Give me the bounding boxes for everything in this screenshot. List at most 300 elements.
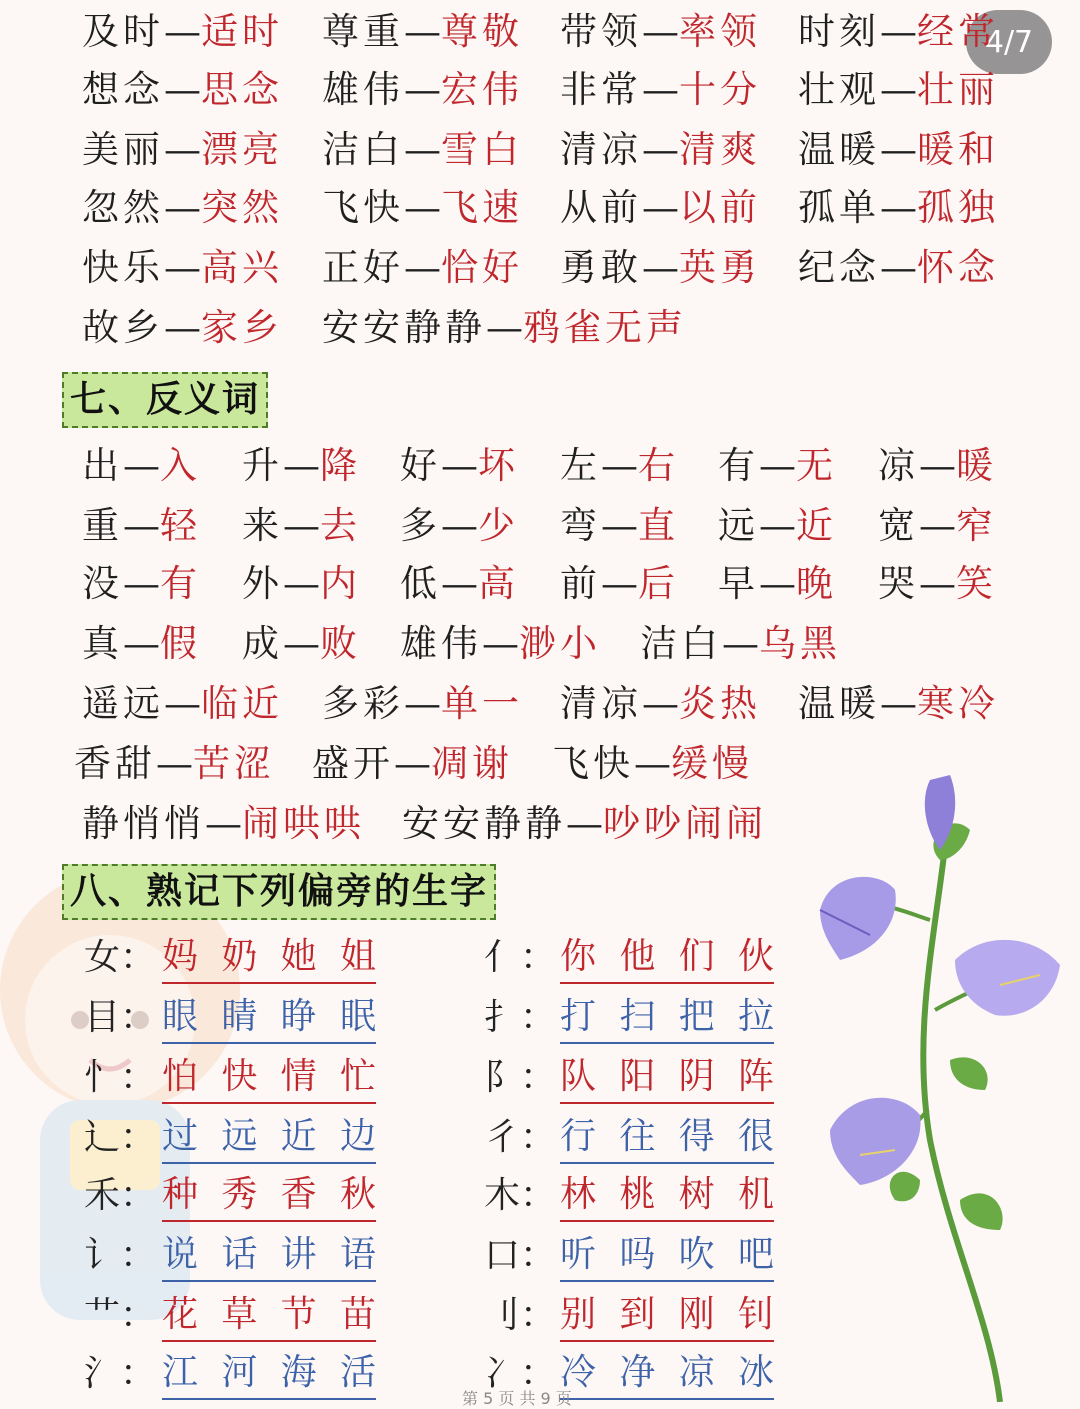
antonym-row [0,676,1080,732]
radical-right: 刂： [484,1295,557,1336]
antonym-answer: 内 [320,562,361,605]
synonym-pair [322,4,523,60]
antonym-pair [640,616,841,672]
radical-char: 眼 [162,996,199,1037]
antonym-word: 多 [400,504,441,547]
radical-right: 扌： [484,997,557,1038]
synonym-dash: — [880,10,917,53]
antonym-word: 早 [718,562,759,605]
radical-char: 净 [619,1352,656,1393]
radical-chars-left [162,1108,376,1164]
antonym-dash: — [601,444,638,487]
radical-chars-left [162,1166,376,1222]
antonym-answer: 后 [638,562,679,605]
radical-char: 他 [619,936,656,977]
radical-char: 语 [339,1234,376,1275]
radical-right: 彳： [484,1117,557,1158]
antonym-pair [242,438,361,494]
page-footer: 第 5 页 共 9 页 [462,1389,572,1408]
radical-char: 姐 [339,936,376,977]
synonym-word: 温暖 [798,128,880,171]
radical-char: 很 [737,1116,774,1157]
antonym-answer: 吵吵闹闹 [603,802,767,845]
antonym-row [0,556,1080,612]
synonym-answer: 宏伟 [441,68,523,111]
antonym-word: 真 [82,622,123,665]
radical-char: 妈 [162,936,199,977]
antonym-answer: 无 [796,444,837,487]
radical-char: 边 [339,1116,376,1157]
antonym-dash: — [156,742,193,785]
antonym-answer: 降 [320,444,361,487]
radical-char: 种 [162,1174,199,1215]
antonym-pair [400,438,519,494]
synonym-dash: — [642,68,679,111]
synonym-answer: 适时 [201,10,283,53]
radical-left: 禾： [84,1175,157,1216]
radical-char: 秀 [221,1174,258,1215]
synonym-dash: — [164,10,201,53]
synonym-word: 非常 [560,68,642,111]
antonym-pair [82,796,365,852]
synonym-answer: 孤独 [917,186,999,229]
radical-char: 把 [678,996,715,1037]
antonym-answer: 去 [320,504,361,547]
synonym-row [0,62,1080,118]
radical-right: 阝： [484,1057,557,1098]
radical-char: 江 [162,1352,199,1393]
radical-char: 钊 [737,1294,774,1335]
synonym-word: 洁白 [322,128,404,171]
synonym-pair [798,62,999,118]
radical-char: 香 [280,1174,317,1215]
synonym-pair [82,4,283,60]
synonym-pair [560,240,761,296]
synonym-word: 孤单 [798,186,880,229]
radical-char: 别 [560,1294,597,1335]
radical-char: 拉 [737,996,774,1037]
synonym-word: 清凉 [560,128,642,171]
synonym-row [0,180,1080,236]
radical-right: 口： [484,1235,557,1276]
synonym-dash: — [164,186,201,229]
antonym-answer: 临近 [201,682,283,725]
synonym-word: 飞快 [322,186,404,229]
antonym-answer: 笑 [956,562,997,605]
antonym-dash: — [441,444,478,487]
antonym-answer: 少 [478,504,519,547]
radical-left: 女： [84,937,157,978]
antonym-answer: 闹哄哄 [242,802,365,845]
antonym-pair [552,736,753,792]
radical-char: 凉 [678,1352,715,1393]
radical-char: 话 [221,1234,258,1275]
synonym-pair [798,240,999,296]
antonym-row [0,498,1080,554]
radical-char: 到 [619,1294,656,1335]
antonym-dash: — [759,444,796,487]
antonym-word: 静悄悄 [82,802,205,845]
radical-char: 冰 [737,1352,774,1393]
antonym-row [0,736,1080,792]
antonym-word: 有 [718,444,759,487]
radical-chars-left [162,1286,376,1342]
radical-char: 草 [221,1294,258,1335]
antonym-dash: — [482,622,519,665]
antonym-dash: — [394,742,431,785]
radical-left: 氵： [84,1353,157,1394]
antonym-answer: 缓慢 [671,742,753,785]
radical-char: 桃 [619,1174,656,1215]
radical-char: 听 [560,1234,597,1275]
synonym-word: 壮观 [798,68,880,111]
antonym-word: 升 [242,444,283,487]
radical-char: 吗 [619,1234,656,1275]
radical-char: 树 [678,1174,715,1215]
antonym-word: 洁白 [640,622,722,665]
antonym-pair [798,676,999,732]
antonym-word: 来 [242,504,283,547]
antonym-word: 飞快 [552,742,634,785]
synonym-answer: 突然 [201,186,283,229]
radical-char: 忙 [339,1056,376,1097]
antonym-answer: 败 [320,622,361,665]
antonym-pair [560,438,679,494]
synonym-pair [798,180,999,236]
synonym-word: 带领 [560,10,642,53]
antonym-dash: — [759,562,796,605]
antonym-answer: 炎热 [679,682,761,725]
radical-chars-right [560,1344,774,1400]
synonym-pair [322,180,523,236]
antonym-pair [400,616,601,672]
antonym-answer: 入 [160,444,201,487]
synonym-answer: 经常 [917,10,999,53]
synonym-answer: 十分 [679,68,761,111]
radical-left: 忄： [84,1057,157,1098]
synonym-pair [82,240,283,296]
synonym-word: 忽然 [82,186,164,229]
synonym-word: 想念 [82,68,164,111]
antonym-word: 多彩 [322,682,404,725]
antonym-word: 好 [400,444,441,487]
antonym-word: 清凉 [560,682,642,725]
antonym-answer: 假 [160,622,201,665]
synonym-pair [560,122,761,178]
radical-char: 吧 [737,1234,774,1275]
synonym-pair [798,4,999,60]
synonym-answer: 清爽 [679,128,761,171]
radical-chars-right [560,988,774,1044]
radical-row [0,1048,1080,1108]
antonym-pair [82,616,201,672]
radical-row [0,1166,1080,1226]
synonym-word: 从前 [560,186,642,229]
radical-char: 情 [280,1056,317,1097]
antonym-answer: 单一 [441,682,523,725]
antonym-dash: — [722,622,759,665]
antonym-answer: 近 [796,504,837,547]
synonym-dash: — [404,246,441,289]
synonym-answer: 壮丽 [917,68,999,111]
radical-chars-left [162,1048,376,1104]
radical-chars-right [560,1108,774,1164]
radical-char: 她 [280,936,317,977]
radical-char: 过 [162,1116,199,1157]
synonym-word: 故乡 [82,306,164,349]
antonym-pair [718,556,837,612]
synonym-dash: — [642,10,679,53]
radical-char: 活 [339,1352,376,1393]
radical-char: 得 [678,1116,715,1157]
antonym-pair [82,556,201,612]
synonym-dash: — [486,306,523,349]
synonym-dash: — [642,246,679,289]
antonym-pair [718,498,837,554]
radical-char: 刚 [678,1294,715,1335]
radical-char: 花 [162,1294,199,1335]
antonym-row [0,616,1080,672]
radical-chars-right [560,928,774,984]
radical-char: 眠 [339,996,376,1037]
synonym-word: 尊重 [322,10,404,53]
radical-char: 苗 [339,1294,376,1335]
synonym-pair [322,240,523,296]
synonym-answer: 家乡 [201,306,283,349]
radical-right: 木： [484,1175,557,1216]
antonym-answer: 渺小 [519,622,601,665]
radical-row [0,1108,1080,1168]
radical-char: 近 [280,1116,317,1157]
antonym-word: 安安静静 [402,802,566,845]
antonym-dash: — [123,504,160,547]
radical-char: 阳 [619,1056,656,1097]
synonym-answer: 以前 [679,186,761,229]
synonym-pair [560,180,761,236]
antonym-dash: — [919,562,956,605]
radical-right: 亻： [484,937,557,978]
synonym-answer: 英勇 [679,246,761,289]
synonym-answer: 漂亮 [201,128,283,171]
radical-char: 远 [221,1116,258,1157]
synonym-answer: 飞速 [441,186,523,229]
antonym-dash: — [123,444,160,487]
synonym-dash: — [164,68,201,111]
antonym-pair [242,616,361,672]
antonym-dash: — [164,682,201,725]
synonym-dash: — [880,128,917,171]
synonym-dash: — [880,186,917,229]
synonym-row [0,122,1080,178]
antonym-dash: — [441,562,478,605]
radical-row [0,928,1080,988]
radical-chars-right [560,1286,774,1342]
radical-char: 队 [560,1056,597,1097]
synonym-pair [82,122,283,178]
synonym-word: 勇敢 [560,246,642,289]
radical-char: 机 [737,1174,774,1215]
antonym-dash: — [566,802,603,845]
radical-char: 扫 [619,996,656,1037]
antonym-pair [322,676,523,732]
antonym-pair [878,498,997,554]
synonym-answer: 恰好 [441,246,523,289]
radical-chars-left [162,928,376,984]
antonym-answer: 有 [160,562,201,605]
antonym-answer: 乌黑 [759,622,841,665]
antonym-word: 温暖 [798,682,880,725]
antonym-dash: — [404,682,441,725]
radical-right: 冫： [484,1353,557,1394]
synonym-pair [560,62,761,118]
synonym-answer: 鸦雀无声 [523,306,687,349]
radical-row [0,1286,1080,1346]
antonym-answer: 窄 [956,504,997,547]
synonym-word: 及时 [82,10,164,53]
antonym-word: 低 [400,562,441,605]
antonym-word: 宽 [878,504,919,547]
synonym-word: 安安静静 [322,306,486,349]
radical-char: 林 [560,1174,597,1215]
antonym-pair [242,498,361,554]
antonym-word: 出 [82,444,123,487]
synonym-dash: — [164,246,201,289]
radical-chars-left [162,988,376,1044]
radical-char: 你 [560,936,597,977]
antonym-pair [312,736,513,792]
synonym-pair [82,300,283,356]
radical-char: 们 [678,936,715,977]
antonym-word: 没 [82,562,123,605]
antonym-pair [878,556,997,612]
antonym-pair [718,438,837,494]
synonym-pair [82,62,283,118]
antonym-dash: — [283,504,320,547]
antonym-word: 前 [560,562,601,605]
radical-chars-left [162,1226,376,1282]
antonym-answer: 右 [638,444,679,487]
antonym-answer: 晚 [796,562,837,605]
synonym-dash: — [404,10,441,53]
synonym-pair [322,62,523,118]
antonym-word: 远 [718,504,759,547]
synonym-pair [798,122,999,178]
antonym-dash: — [642,682,679,725]
synonym-row [0,4,1080,60]
antonym-dash: — [919,504,956,547]
antonym-dash: — [759,504,796,547]
antonym-dash: — [205,802,242,845]
synonym-dash: — [642,186,679,229]
synonym-answer: 思念 [201,68,283,111]
radical-char: 节 [280,1294,317,1335]
antonym-dash: — [634,742,671,785]
synonym-answer: 高兴 [201,246,283,289]
radical-left: 讠： [84,1235,157,1276]
antonym-row [0,796,1080,852]
radical-char: 秋 [339,1174,376,1215]
radical-left: 艹： [84,1295,157,1336]
radical-chars-right [560,1166,774,1222]
synonym-word: 时刻 [798,10,880,53]
radical-heading: 八、熟记下列偏旁的生字 [62,864,496,920]
antonym-word: 凉 [878,444,919,487]
radical-char: 怕 [162,1056,199,1097]
radical-char: 讲 [280,1234,317,1275]
antonym-pair [82,676,283,732]
synonym-row [0,240,1080,296]
antonym-pair [402,796,767,852]
synonym-dash: — [404,68,441,111]
radical-char: 往 [619,1116,656,1157]
antonym-answer: 凋谢 [431,742,513,785]
synonym-word: 美丽 [82,128,164,171]
antonym-dash: — [601,504,638,547]
synonym-dash: — [642,128,679,171]
radical-char: 冷 [560,1352,597,1393]
antonym-dash: — [123,562,160,605]
radical-char: 海 [280,1352,317,1393]
synonym-dash: — [404,128,441,171]
antonym-dash: — [441,504,478,547]
antonym-answer: 寒冷 [917,682,999,725]
antonym-pair [74,736,275,792]
radical-row [0,988,1080,1048]
antonym-dash: — [123,622,160,665]
page-indicator-badge: 4/7 [966,10,1052,74]
radical-char: 说 [162,1234,199,1275]
radical-chars-right [560,1048,774,1104]
synonym-dash: — [880,246,917,289]
synonym-pair [82,180,283,236]
antonym-pair [560,556,679,612]
antonym-pair [400,556,519,612]
radical-char: 睛 [221,996,258,1037]
antonym-word: 左 [560,444,601,487]
radical-char: 阴 [678,1056,715,1097]
radical-left: 目： [84,997,157,1038]
synonym-dash: — [164,306,201,349]
synonym-answer: 雪白 [441,128,523,171]
radical-left: 辶： [84,1117,157,1158]
radical-chars-left [162,1344,376,1400]
antonym-dash: — [283,562,320,605]
antonym-answer: 直 [638,504,679,547]
antonym-pair [242,556,361,612]
synonym-answer: 率领 [679,10,761,53]
radical-char: 快 [221,1056,258,1097]
synonym-dash: — [404,186,441,229]
synonym-word: 雄伟 [322,68,404,111]
radical-char: 阵 [737,1056,774,1097]
antonym-word: 重 [82,504,123,547]
antonym-pair [560,498,679,554]
synonym-pair [560,4,761,60]
antonym-word: 外 [242,562,283,605]
antonym-word: 哭 [878,562,919,605]
synonym-word: 纪念 [798,246,880,289]
antonym-word: 香甜 [74,742,156,785]
antonym-word: 成 [242,622,283,665]
radical-char: 打 [560,996,597,1037]
synonym-answer: 尊敬 [441,10,523,53]
antonym-word: 雄伟 [400,622,482,665]
radical-chars-right [560,1226,774,1282]
antonym-pair [82,438,201,494]
antonym-dash: — [880,682,917,725]
synonym-word: 快乐 [82,246,164,289]
synonym-word: 正好 [322,246,404,289]
